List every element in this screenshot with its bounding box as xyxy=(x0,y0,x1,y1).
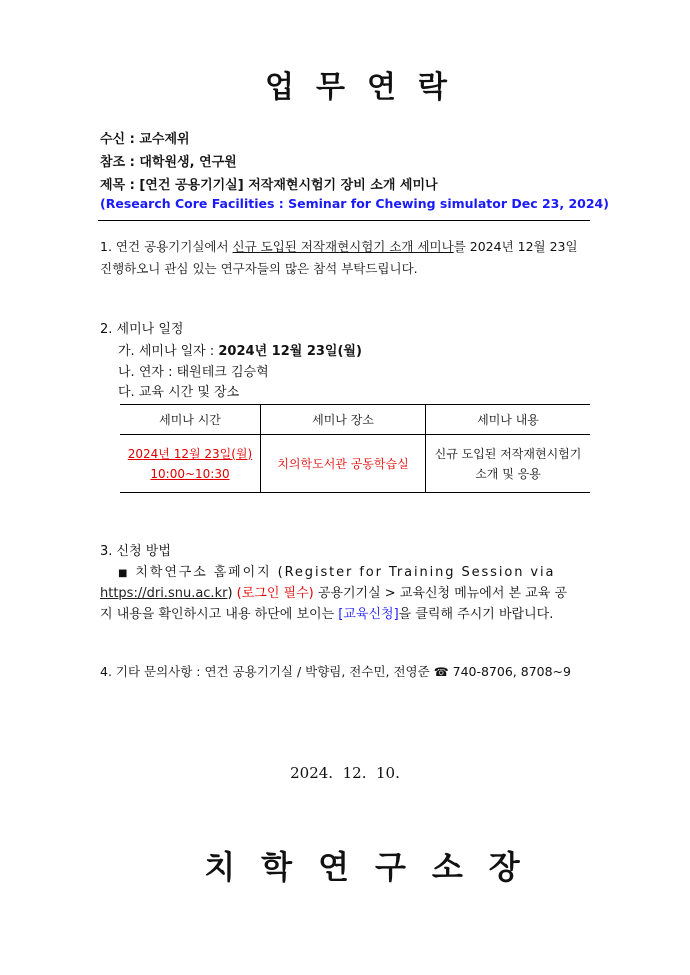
issuer-name: 치학연구소장 xyxy=(204,848,546,886)
content-line1: 신규 도입된 저작재현시험기 xyxy=(434,446,582,461)
section3-line1 xyxy=(118,561,555,580)
phone-numbers: 740-8706, 8708~9 xyxy=(448,664,571,679)
seminar-schedule-table xyxy=(120,404,590,493)
section3-line3-suffix: 을 클릭해 주시기 바랍니다. xyxy=(398,607,554,622)
document-date: 2024. 12. 10. xyxy=(290,764,400,782)
section3-line3-prefix: 지 내용을 확인하시고 내용 하단에 보이는 xyxy=(100,607,339,622)
cell-time xyxy=(120,435,261,493)
content-line2: 소개 및 응용 xyxy=(475,466,541,481)
header-time: 세미나 시간 xyxy=(120,405,261,435)
section4-line xyxy=(100,662,571,680)
subject-line: 제목 : [연건 공용기기실] 저작재현시험기 장비 소개 세미나 xyxy=(100,178,438,193)
time-line1: 2024년 12월 23일(월) xyxy=(127,446,253,461)
header-divider xyxy=(98,220,590,221)
section1-line1 xyxy=(100,237,578,255)
subject-english: (Research Core Facilities : Seminar for Chewing simulator Dec 23, 2024) xyxy=(100,196,609,211)
header-content: 세미나 내용 xyxy=(426,405,591,435)
section3-line2 xyxy=(100,582,567,601)
section3-line2-rest: 공용기기실 > 교육신청 메뉴에서 본 교육 공 xyxy=(313,586,568,601)
seminar-speaker: 나. 연자 : 태원테크 김승혁 xyxy=(118,365,269,380)
section4-text: 4. 기타 문의사항 : 연건 공용기기실 / 박향림, 전수민, 전영준 xyxy=(100,664,434,679)
section3-heading: 3. 신청 방법 xyxy=(100,544,171,559)
table-row xyxy=(120,435,590,493)
header-place: 세미나 장소 xyxy=(261,405,426,435)
seminar-date-label: 가. 세미나 일자 : xyxy=(118,344,219,359)
section1-line2: 진행하오니 관심 있는 연구자들의 많은 참석 부탁드립니다. xyxy=(100,261,418,276)
seminar-date-value: 2024년 12월 23일(월) xyxy=(218,344,362,359)
cell-place: 치의학도서관 공동학습실 xyxy=(261,435,426,493)
section1-prefix: 1. 연건 공용기기실에서 xyxy=(100,239,233,254)
time-line2: 10:00~10:30 xyxy=(150,466,230,481)
section3-line3 xyxy=(100,603,553,622)
login-required-note: (로그인 필수) xyxy=(236,586,314,601)
table-header-row xyxy=(120,405,590,435)
paren-close: ) xyxy=(227,586,237,601)
apply-button-label: [교육신청] xyxy=(338,607,399,622)
homepage-link[interactable]: https://dri.snu.ac.kr xyxy=(100,586,228,601)
document-title: 업무연락 xyxy=(265,70,469,105)
recipient-line: 수신 : 교수제위 xyxy=(100,132,190,147)
cell-content xyxy=(426,435,591,493)
section3-line1-text: 치학연구소 홈페이지 (Register for Training Session via xyxy=(135,565,556,580)
seminar-date xyxy=(118,340,362,359)
seminar-place-label: 다. 교육 시간 및 장소 xyxy=(118,385,240,400)
section2-heading: 2. 세미나 일정 xyxy=(100,322,184,337)
bullet-icon: ■ xyxy=(118,568,130,579)
section1-suffix: 를 2024년 12월 23일 xyxy=(453,239,578,254)
section1-highlight: 신규 도입된 저작재현시험기 소개 세미나 xyxy=(232,239,454,254)
reference-line: 참조 : 대학원생, 연구원 xyxy=(100,155,237,170)
phone-icon: ☎ xyxy=(433,665,449,679)
